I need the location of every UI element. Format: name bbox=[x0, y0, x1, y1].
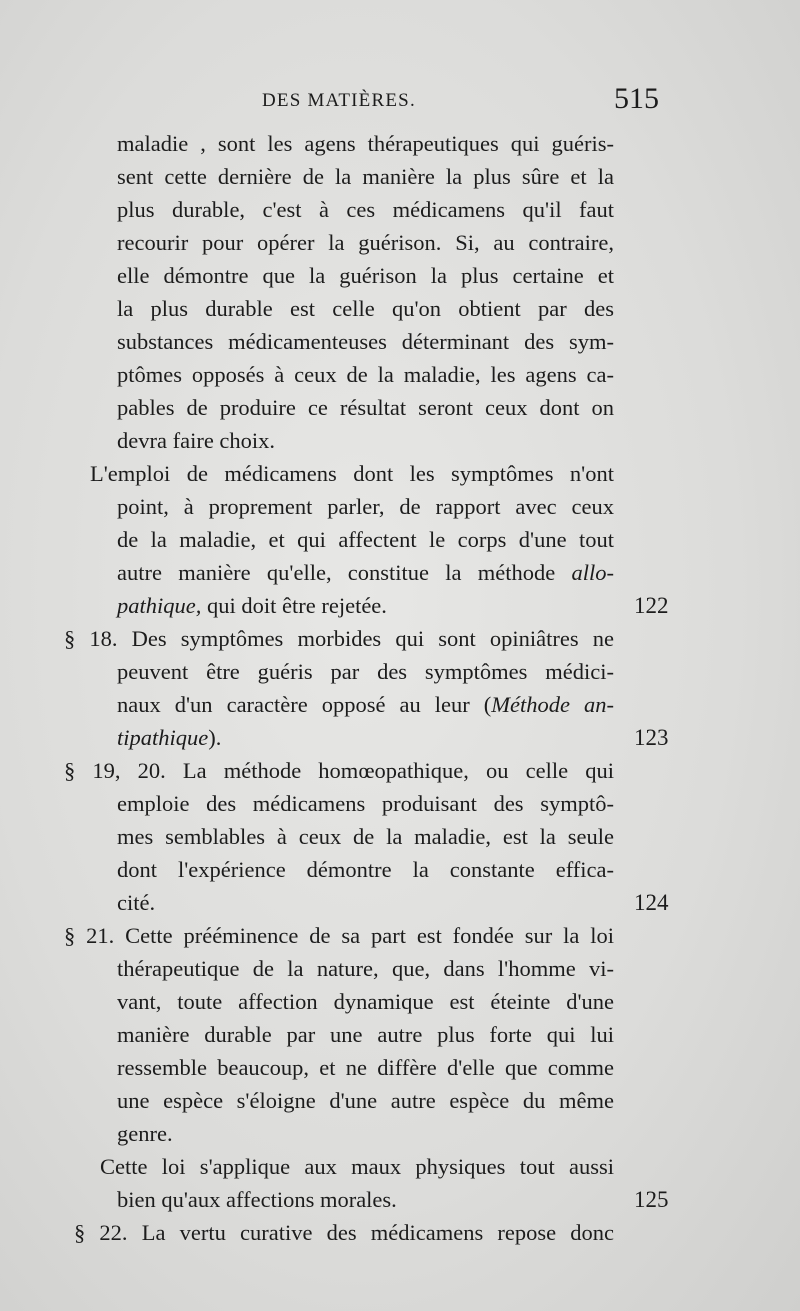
text-line: vant, toute affection dynamique est éteinte d'une bbox=[117, 989, 614, 1014]
text-line: maladie , sont les agens thérapeutiques qui guéris- bbox=[117, 131, 614, 156]
text-line: devra faire choix. bbox=[117, 428, 276, 453]
running-head: DES MATIÈRES. bbox=[262, 90, 416, 111]
text-line: mes semblables à ceux de la maladie, est la seule bbox=[117, 824, 614, 849]
text-line: thérapeutique de la nature, que, dans l'homme vi- bbox=[117, 956, 614, 981]
page-reference: 122 bbox=[634, 593, 669, 618]
text-line: emploie des médicamens produisant des symptô- bbox=[117, 791, 614, 816]
page-reference: 124 bbox=[634, 890, 669, 915]
page-number: 515 bbox=[614, 82, 659, 115]
text-line: bien qu'aux affections morales. bbox=[117, 1187, 397, 1212]
text-line: recourir pour opérer la guérison. Si, au contraire, bbox=[117, 230, 614, 255]
text-line: une espèce s'éloigne d'une autre espèce du même bbox=[117, 1088, 614, 1113]
text-line: Cette loi s'applique aux maux physiques tout aussi bbox=[100, 1154, 614, 1179]
text-line: elle démontre que la guérison la plus certaine et bbox=[117, 263, 614, 288]
text-line: substances médicamenteuses déterminant des sym- bbox=[117, 329, 614, 354]
text-line: la plus durable est celle qu'on obtient par des bbox=[117, 296, 614, 321]
text-line: § 19, 20. La méthode homœopathique, ou celle qui bbox=[64, 758, 614, 783]
text-line: naux d'un caractère opposé au leur (Méthode an- bbox=[117, 692, 614, 717]
text-line: ptômes opposés à ceux de la maladie, les agens ca- bbox=[117, 362, 614, 387]
text-line: ressemble beaucoup, et ne diffère d'elle que comme bbox=[117, 1055, 614, 1080]
page-reference: 125 bbox=[634, 1187, 669, 1212]
text-line: peuvent être guéris par des symptômes médici- bbox=[117, 659, 614, 684]
text-line: § 21. Cette prééminence de sa part est fondée sur la loi bbox=[64, 923, 614, 948]
text-line: § 18. Des symptômes morbides qui sont opiniâtres ne bbox=[64, 626, 614, 651]
text-line: sent cette dernière de la manière la plus sûre et la bbox=[117, 164, 614, 189]
text-line: § 22. La vertu curative des médicamens repose donc bbox=[74, 1220, 614, 1245]
page-header bbox=[0, 82, 800, 118]
text-line: pathique, qui doit être rejetée. bbox=[117, 593, 387, 618]
text-line: cité. bbox=[117, 890, 156, 915]
text-line: autre manière qu'elle, constitue la méthode allo- bbox=[117, 560, 614, 585]
text-line: dont l'expérience démontre la constante effica- bbox=[117, 857, 614, 882]
text-line: manière durable par une autre plus forte qui lui bbox=[117, 1022, 614, 1047]
text-line: point, à proprement parler, de rapport avec ceux bbox=[117, 494, 614, 519]
text-line: plus durable, c'est à ces médicamens qu'il faut bbox=[117, 197, 614, 222]
text-line: L'emploi de médicamens dont les symptômes n'ont bbox=[90, 461, 614, 486]
text-line: genre. bbox=[117, 1121, 173, 1146]
text-line: de la maladie, et qui affectent le corps d'une tout bbox=[117, 527, 614, 552]
text-line: pables de produire ce résultat seront ceux dont on bbox=[117, 395, 614, 420]
text-line: tipathique). bbox=[117, 725, 222, 750]
page-reference: 123 bbox=[634, 725, 669, 750]
